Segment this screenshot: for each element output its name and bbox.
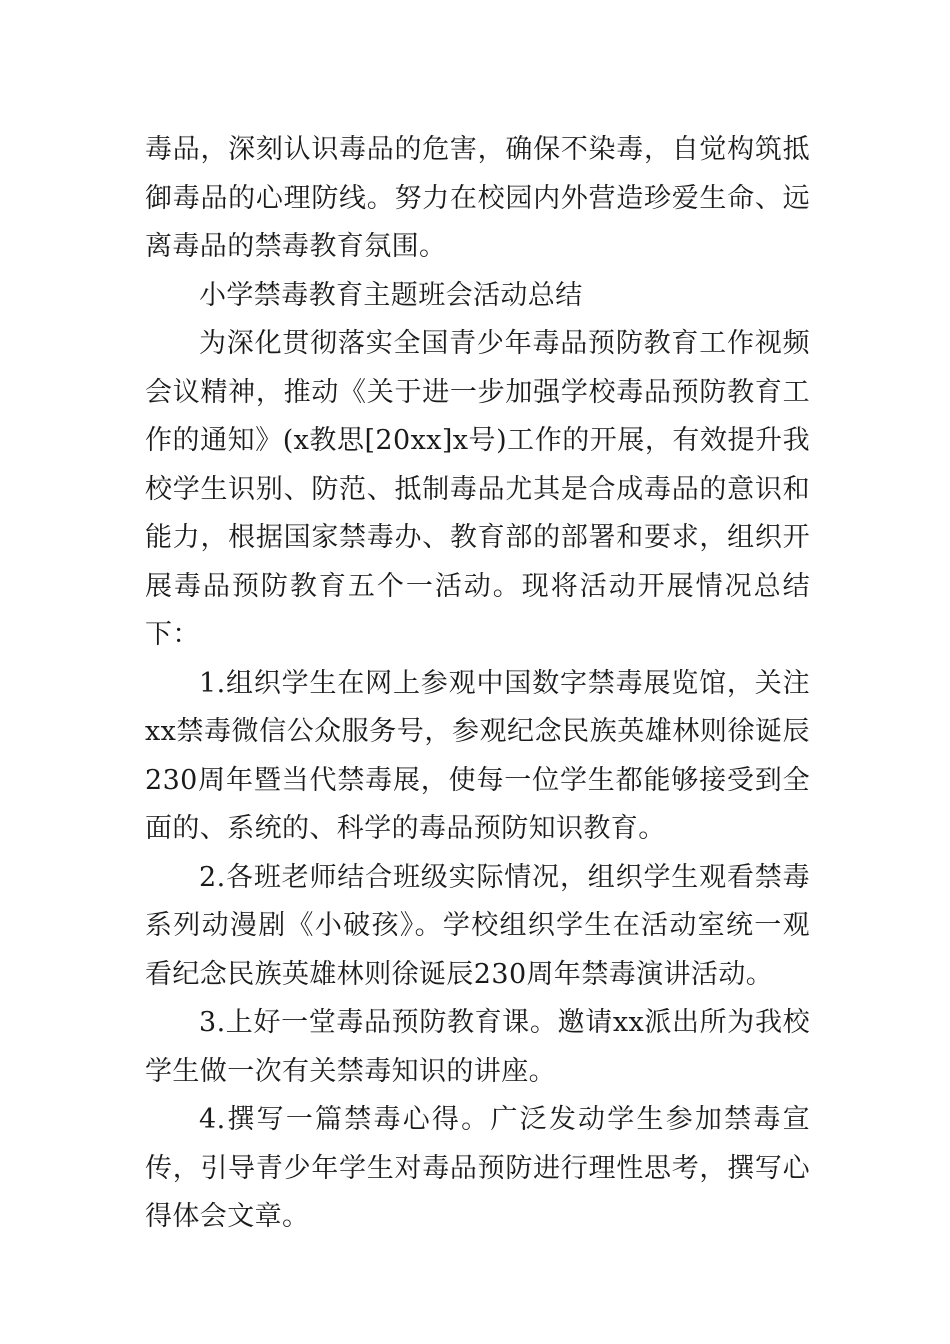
- list-item-4: 4.撰写一篇禁毒心得。广泛发动学生参加禁毒宣传，引导青少年学生对毒品预防进行理性思考，撰写心得体会文章。: [145, 1104, 810, 1232]
- paragraph-continuation: 毒品，深刻认识毒品的危害，确保不染毒，自觉构筑抵御毒品的心理防线。努力在校园内外营造珍爱生命、远离毒品的禁毒教育氛围。: [145, 134, 810, 262]
- list-item-1: 1.组织学生在网上参观中国数字禁毒展览馆，关注xx禁毒微信公众服务号，参观纪念民族英雄林则徐诞辰230周年暨当代禁毒展，使每一位学生都能够接受到全面的、系统的、科学的毒品预防知识教育。: [145, 667, 810, 844]
- paragraph-intro: 为深化贯彻落实全国青少年毒品预防教育工作视频会议精神，推动《关于进一步加强学校毒品预防教育工作的通知》(x教思[20xx]x号)工作的开展，有效提升我校学生识别、防范、抵制毒品尤其是合成毒品的意识和能力，根据国家禁毒办、教育部的部署和要求，组织开展毒品预防教育五个一活动。现将活动开展情况总结下：: [145, 328, 810, 650]
- section-title: 小学禁毒教育主题班会活动总结: [199, 279, 583, 311]
- list-item-3: 3.上好一堂毒品预防教育课。邀请xx派出所为我校学生做一次有关禁毒知识的讲座。: [145, 1007, 810, 1087]
- list-item-2: 2.各班老师结合班级实际情况，组织学生观看禁毒系列动漫剧《小破孩》。学校组织学生在活动室统一观看纪念民族英雄林则徐诞辰230周年禁毒演讲活动。: [145, 861, 810, 990]
- document-body: [145, 126, 810, 1242]
